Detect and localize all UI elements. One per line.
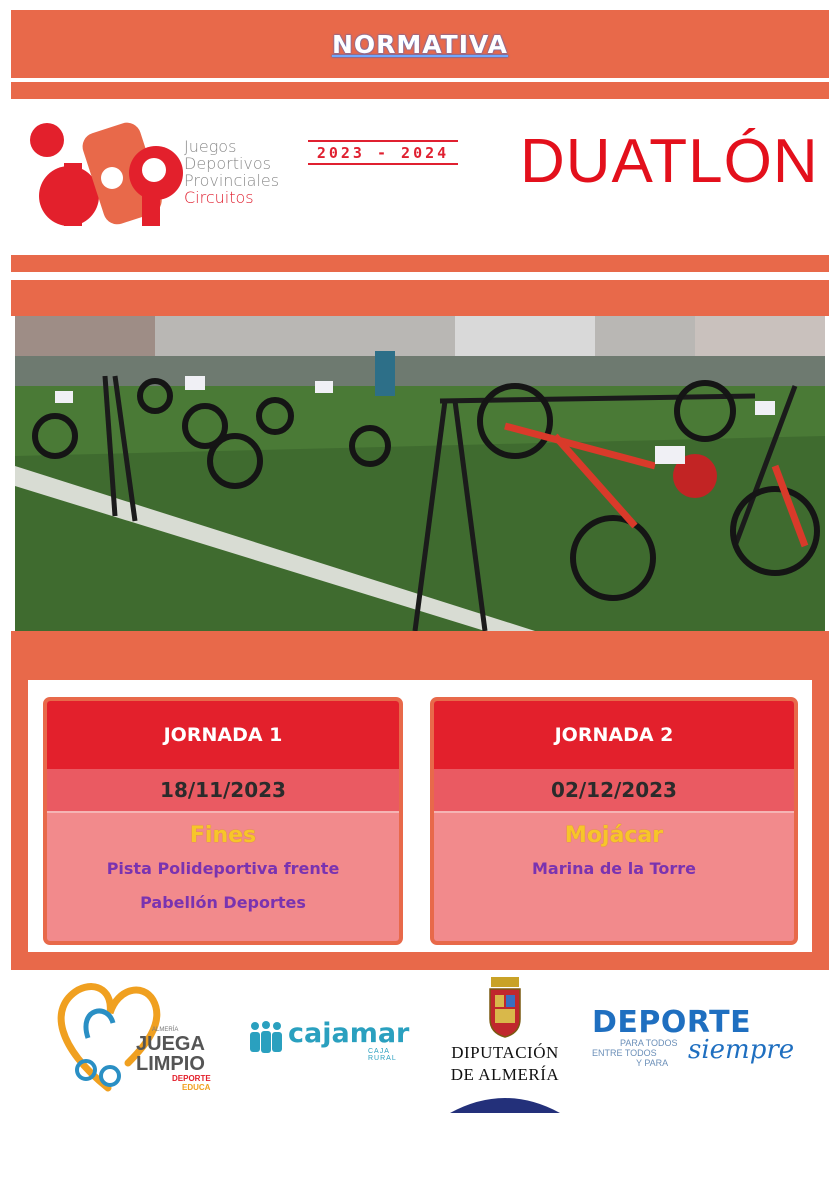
event-card [43, 697, 403, 945]
jdp-logo-text [184, 138, 279, 206]
divider-band [11, 82, 829, 99]
diputacion-line: DE ALMERÍA [450, 1065, 560, 1084]
diputacion-logo [440, 975, 570, 1113]
logo-line: Deportivos [184, 154, 271, 173]
season-label: 2023 - 2024 [308, 140, 458, 165]
normativa-link[interactable]: NORMATIVA [331, 29, 509, 59]
juega-line: EDUCA [182, 1083, 211, 1092]
divider-band [11, 280, 829, 316]
event-heading: JORNADA 1 [47, 701, 399, 769]
venue-line: Marina de la Torre [532, 859, 696, 878]
event-heading: JORNADA 2 [434, 701, 794, 769]
deporte-line: Y PARA [636, 1058, 669, 1068]
juega-line: DEPORTE [172, 1074, 211, 1083]
event-card [430, 697, 798, 945]
siempre-word: siempre [688, 1035, 795, 1065]
juega-line: JUEGA [136, 1033, 205, 1055]
divider-band [11, 255, 829, 272]
coat-of-arms-icon [440, 975, 570, 1043]
deporte-siempre-logo [590, 1005, 800, 1080]
arc-icon [440, 1093, 570, 1113]
event-date: 18/11/2023 [47, 769, 399, 813]
logo-line: Circuitos [184, 188, 254, 207]
diputacion-line: DIPUTACIÓN [451, 1043, 559, 1062]
header-banner [11, 10, 829, 78]
deporte-word: DEPORTE [592, 1005, 752, 1040]
deporte-line: PARA TODOS [620, 1038, 678, 1048]
cajamar-logo [248, 1018, 408, 1060]
juega-line: ALMERÍA [152, 1027, 179, 1033]
cajamar-sub: CAJA RURAL [368, 1048, 397, 1062]
deporte-line: ENTRE TODOS [592, 1048, 657, 1058]
logo-line: Juegos [184, 137, 237, 156]
bike-rack-photo [15, 316, 825, 631]
event-date: 02/12/2023 [434, 769, 794, 813]
sport-title: DUATLÓN [520, 127, 819, 196]
venue-line: Pabellón Deportes [140, 893, 306, 912]
event-venue [47, 852, 399, 920]
event-town: Mojácar [564, 823, 664, 848]
venue-line: Pista Polideportiva frente [106, 859, 340, 878]
cajamar-name: cajamar [288, 1018, 410, 1049]
event-town: Fines [189, 823, 257, 848]
juega-line: LIMPIO [136, 1053, 205, 1075]
heart-icon [48, 978, 220, 1098]
event-venue [434, 852, 794, 886]
logo-line: Provinciales [184, 171, 280, 190]
people-icon [248, 1020, 284, 1054]
juega-limpio-logo [48, 978, 220, 1098]
